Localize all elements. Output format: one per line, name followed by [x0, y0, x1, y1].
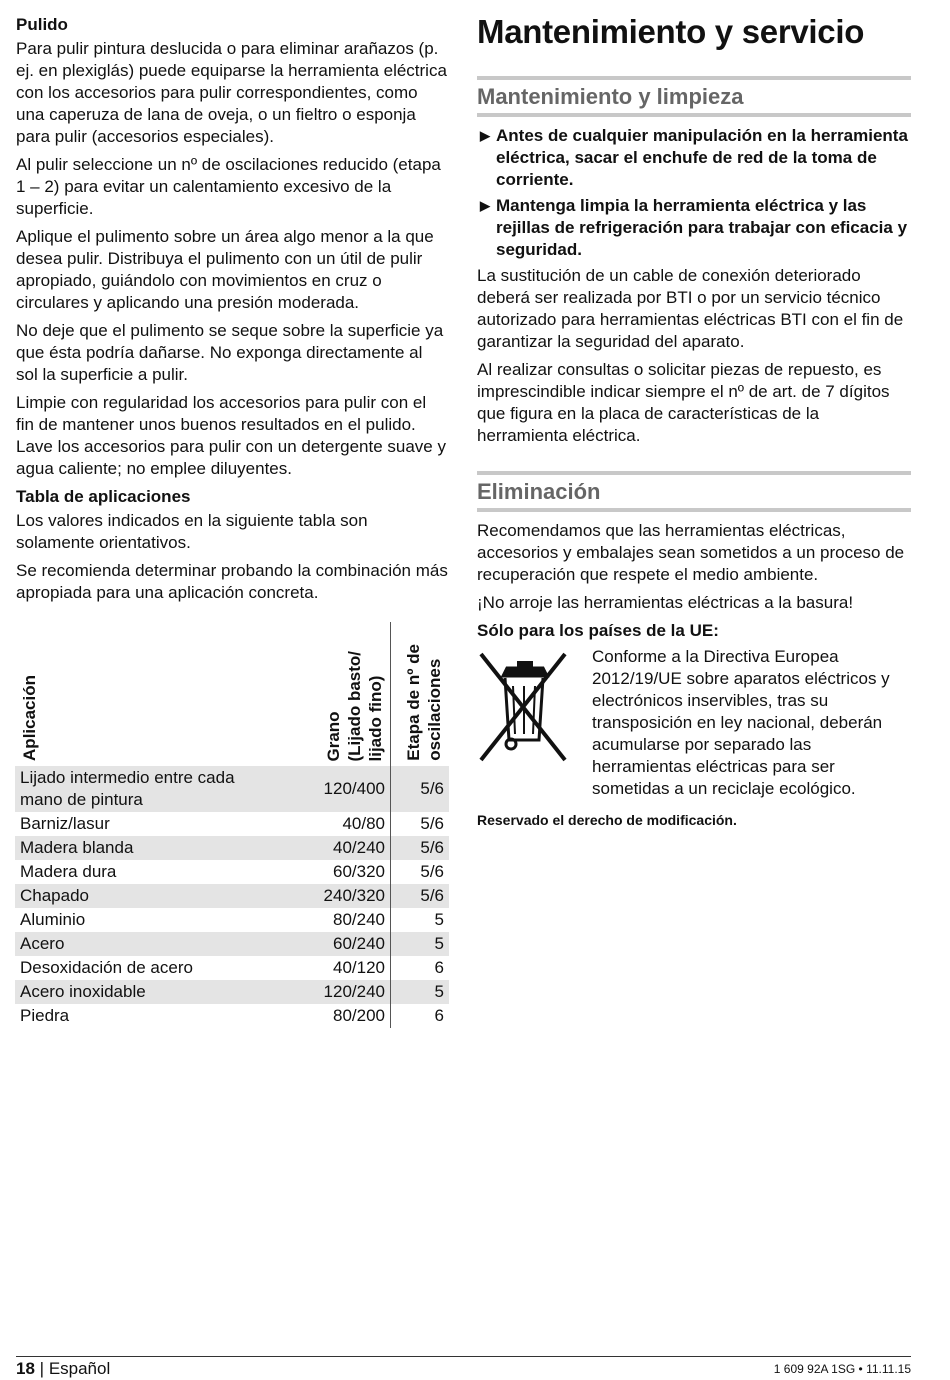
footer-page-info: [16, 1359, 110, 1379]
footer-doc-code: 1 609 92A 1SG • 11.11.15: [773, 1362, 911, 1376]
paragraph: Al realizar consultas o solicitar piezas de repuesto, es imprescindible indicar siempre el nº de art. de 7 dígitos que figura en la placa de características de la herramienta eléctrica.: [477, 360, 890, 445]
paragraph: No deje que el pulimento se seque sobre la superficie ya que ésta podría dañarse. No exponga directamente al sol la superficie a pulir.: [16, 321, 444, 384]
page-number: 18: [16, 1359, 35, 1378]
cell-etapa: 5/6: [391, 836, 450, 860]
cell-etapa: 5/6: [391, 812, 450, 836]
paragraph: Limpie con regularidad los accesorios para pulir con el fin de mantener unos buenos resultados en el pulido. Lave los accesorios para pulir con un detergente suave y agua caliente; no emplee diluyentes.: [16, 393, 446, 478]
cell-aplicacion: Lijado intermedio entre cada mano de pintura: [15, 766, 275, 812]
triangle-bullet-icon: ▶: [480, 198, 490, 213]
cell-grano: 80/240: [333, 910, 385, 929]
paragraph: Recomendamos que las herramientas eléctricas, accesorios y embalajes sean sometidos a un proceso de recuperación que respete el medio ambiente.: [477, 521, 905, 584]
warning-bullet: ▶ Mantenga limpia la herramienta eléctrica y las rejillas de refrigeración para trabajar con eficacia y seguridad.: [480, 196, 908, 259]
header-grano: Grano (Lijado basto/ lijado fino): [324, 650, 385, 761]
paragraph: Los valores indicados en la siguiente tabla son solamente orientativos.: [16, 511, 368, 552]
tabla-heading: Tabla de aplicaciones: [16, 487, 191, 506]
cell-aplicacion: Aluminio: [20, 910, 86, 929]
paragraph: La sustitución de un cable de conexión deteriorado deberá ser realizada por BTI o por un servicio técnico autorizado para herramientas eléctricas BTI con el fin de garantizar la seguridad del aparato.: [477, 266, 904, 351]
ue-heading: Sólo para los países de la UE:: [477, 621, 719, 640]
cell-aplicacion: Madera dura: [20, 862, 117, 881]
paragraph: Aplique el pulimento sobre un área algo menor a la que desea pulir. Distribuya el pulimento con un útil de pulir apropiado, guiándolo con movimientos en cruz o circulares y aplicando una presión moderada.: [16, 227, 434, 312]
footer-rule: [16, 1356, 911, 1357]
cell-etapa: 5: [391, 908, 450, 932]
paragraph: Para pulir pintura deslucida o para eliminar arañazos (p. ej. en plexiglás) puede equiparse la herramienta eléctrica con los accesorios para pulir correspondientes, como una caperuza de lana de oveja, o un fieltro o esponja para pulir (accesorios especiales).: [16, 39, 447, 146]
paragraph: ¡No arroje las herramientas eléctricas a la basura!: [477, 593, 854, 612]
cell-aplicacion: Desoxidación de acero: [20, 958, 193, 977]
cell-etapa: 5/6: [391, 766, 450, 812]
cell-grano: 120/400: [275, 766, 391, 812]
cell-grano: 60/320: [333, 862, 385, 881]
footer-separator: |: [39, 1359, 45, 1378]
cell-grano: 40/240: [275, 836, 391, 860]
footer-language: Español: [48, 1359, 111, 1378]
table-row: [15, 956, 449, 980]
section-heading-eliminacion: Eliminación: [477, 471, 911, 512]
applications-table: [15, 622, 449, 1028]
table-row: [15, 766, 449, 812]
cell-aplicacion: Barniz/lasur: [20, 814, 110, 833]
table-row: [15, 980, 449, 1004]
triangle-bullet-icon: ▶: [480, 128, 490, 143]
cell-aplicacion: Acero inoxidable: [15, 980, 275, 1004]
table-row: [15, 812, 449, 836]
table-body: [15, 766, 449, 1028]
cell-aplicacion: Madera blanda: [15, 836, 275, 860]
paragraph: Se recomienda determinar probando la combinación más apropiada para una aplicación concreta.: [16, 561, 448, 602]
header-etapa: Etapa de nº de oscilaciones: [391, 622, 450, 766]
table-row: [15, 908, 449, 932]
cell-grano: 40/80: [342, 814, 385, 833]
cell-etapa: 5: [391, 932, 450, 956]
right-column: [477, 12, 911, 828]
cell-grano: 40/120: [333, 958, 385, 977]
table-row: [15, 884, 449, 908]
cell-grano: 60/240: [275, 932, 391, 956]
weee-text: Conforme a la Directiva Europea 2012/19/UE sobre aparatos eléctricos y electrónicos inservibles, tras su transposición en ley nacional, deberán acumularse por separado las herramientas eléctricas para ser sometidas a un reciclaje ecológico.: [592, 647, 890, 798]
table-header-row: [15, 622, 449, 766]
table-row: [15, 932, 449, 956]
cell-aplicacion: Acero: [15, 932, 275, 956]
section-heading-mantenimiento: Mantenimiento y limpieza: [477, 76, 911, 117]
paragraph: Al pulir seleccione un nº de oscilaciones reducido (etapa 1 – 2) para evitar un calentamiento excesivo de la superficie.: [16, 155, 441, 218]
cell-grano: 240/320: [275, 884, 391, 908]
cell-etapa: 5/6: [391, 884, 450, 908]
cell-etapa: 6: [391, 956, 450, 980]
cell-etapa: 5/6: [391, 860, 450, 884]
crossed-out-wheelie-bin-icon: [477, 648, 569, 772]
cell-etapa: 5: [391, 980, 450, 1004]
left-column: [16, 14, 448, 1028]
cell-grano: 80/200: [333, 1006, 385, 1025]
cell-etapa: 6: [391, 1004, 450, 1028]
page-title: Mantenimiento y servicio: [477, 13, 865, 50]
cell-aplicacion: Chapado: [15, 884, 275, 908]
header-aplicacion: Aplicación: [20, 675, 39, 761]
table-row: [15, 1004, 449, 1028]
table-row: [15, 836, 449, 860]
cell-aplicacion: Piedra: [20, 1006, 70, 1025]
table-row: [15, 860, 449, 884]
cell-grano: 120/240: [275, 980, 391, 1004]
weee-block: [477, 646, 911, 800]
pulido-heading: Pulido: [16, 15, 68, 34]
warning-bullet: ▶ Antes de cualquier manipulación en la herramienta eléctrica, sacar el enchufe de red de la toma de corriente.: [480, 126, 908, 189]
reserved-notice: Reservado el derecho de modificación.: [477, 812, 737, 828]
